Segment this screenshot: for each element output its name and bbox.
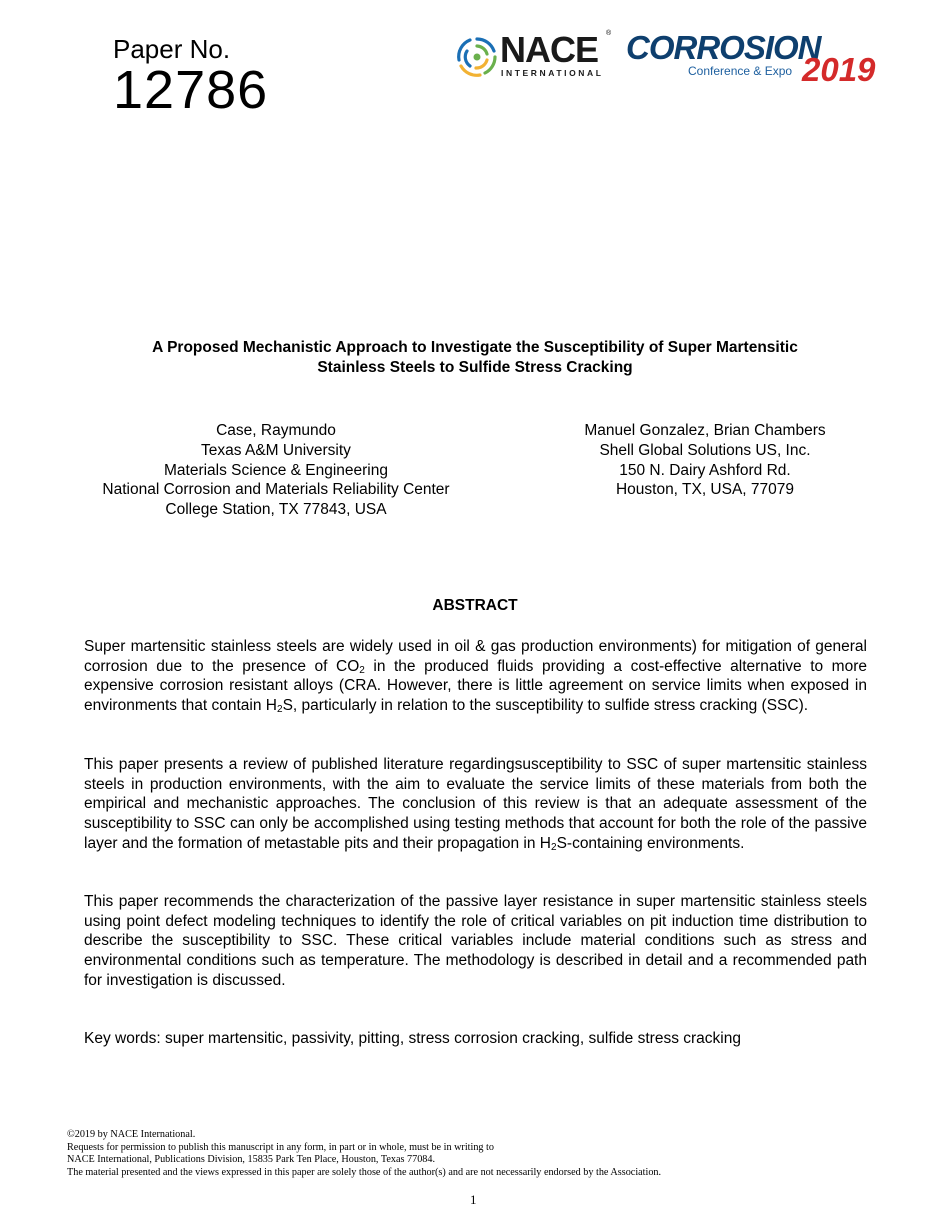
footer-line: NACE International, Publications Division, 15835 Park Ten Place, Houston, Texas 77084. xyxy=(67,1154,436,1166)
conference-year: 2019 xyxy=(802,51,876,88)
page-number: 1 xyxy=(470,1192,477,1207)
author-block-left xyxy=(76,421,476,520)
corrosion-wordmark: CORROSION xyxy=(626,29,821,66)
author-department: Materials Science & Engineering xyxy=(163,461,388,479)
abstract-paragraph-1: Super martensitic stainless steels are widely used in oil & gas production environments) for mitigation of general corrosion due to the presence of $CO_2$ in the produced fluids providing a cost-effective alternative to more expensive corrosion resistant alloys (CRA. However, there is little agreement on service limits when exposed in environments that contain $H_2S$, particularly in relation to the susceptibility to sulfide stress cracking (SSC). xyxy=(84,638,867,716)
title-line-1: A Proposed Mechanistic Approach to Investigate the Susceptibility of Super Martensitic xyxy=(152,339,798,356)
nace-swirl-icon xyxy=(454,34,500,80)
keywords: Key words: super martensitic, passivity, pitting, stress corrosion cracking, sulfide stress cracking xyxy=(84,1030,741,1047)
corrosion-conference-logo xyxy=(626,30,886,90)
footer-line: The material presented and the views expressed in this paper are solely those of the author(s) and are not necessarily endorsed by the Association. xyxy=(67,1166,662,1178)
author-name: Manuel Gonzalez, Brian Chambers xyxy=(584,422,826,439)
paper-label: Paper No. xyxy=(113,34,231,64)
copyright-footer xyxy=(67,1129,661,1179)
nace-logo xyxy=(452,30,618,84)
author-affiliation: Texas A&M University xyxy=(201,441,351,459)
nace-wordmark: NACE xyxy=(500,29,599,70)
author-name: Case, Raymundo xyxy=(216,422,336,439)
author-address: College Station, TX 77843, USA xyxy=(165,501,387,519)
abstract-paragraph-2: This paper presents a review of published literature regardingsusceptibility to SSC of super martensitic stainless steels in production environments, with the aim to evaluate the service limits of these materials from both the empirical and mechanistic approaches. The conclusion of this review is that an adequate assessment of the susceptibility to SSC can only be accomplished using testing methods that account for both the role of the passive layer and the formation of metastable pits and their propagation in $H_2S$-containing environments. xyxy=(84,756,867,853)
nace-subword: INTERNATIONAL xyxy=(501,68,604,78)
abstract-paragraph-3: This paper recommends the characterization of the passive layer resistance in super martensitic stainless steels using point defect modeling techniques to identify the role of critical variables on pit induction time distribution to describe the susceptibility to SSC. These critical variables include material conditions such as stress and environmental conditions such as temperature. The methodology is described in detail and a recommended path for investigation is discussed. xyxy=(84,893,867,989)
footer-line: ©2019 by NACE International. xyxy=(67,1129,196,1140)
author-center: National Corrosion and Materials Reliability Center xyxy=(102,481,450,499)
conference-tagline: Conference & Expo xyxy=(688,64,793,78)
abstract-heading: ABSTRACT xyxy=(432,597,518,614)
paper-title xyxy=(90,338,860,378)
registered-mark: ® xyxy=(606,30,612,37)
author-affiliation: Shell Global Solutions US, Inc. xyxy=(599,441,811,459)
author-street: 150 N. Dairy Ashford Rd. xyxy=(619,461,791,479)
title-line-2: Stainless Steels to Sulfide Stress Cracking xyxy=(317,359,633,376)
footer-line: Requests for permission to publish this manuscript in any form, in part or in whole, must be in writing to xyxy=(67,1141,494,1153)
author-city: Houston, TX, USA, 77079 xyxy=(615,481,795,499)
paper-number: 12786 xyxy=(113,60,269,120)
author-block-right xyxy=(555,421,855,500)
